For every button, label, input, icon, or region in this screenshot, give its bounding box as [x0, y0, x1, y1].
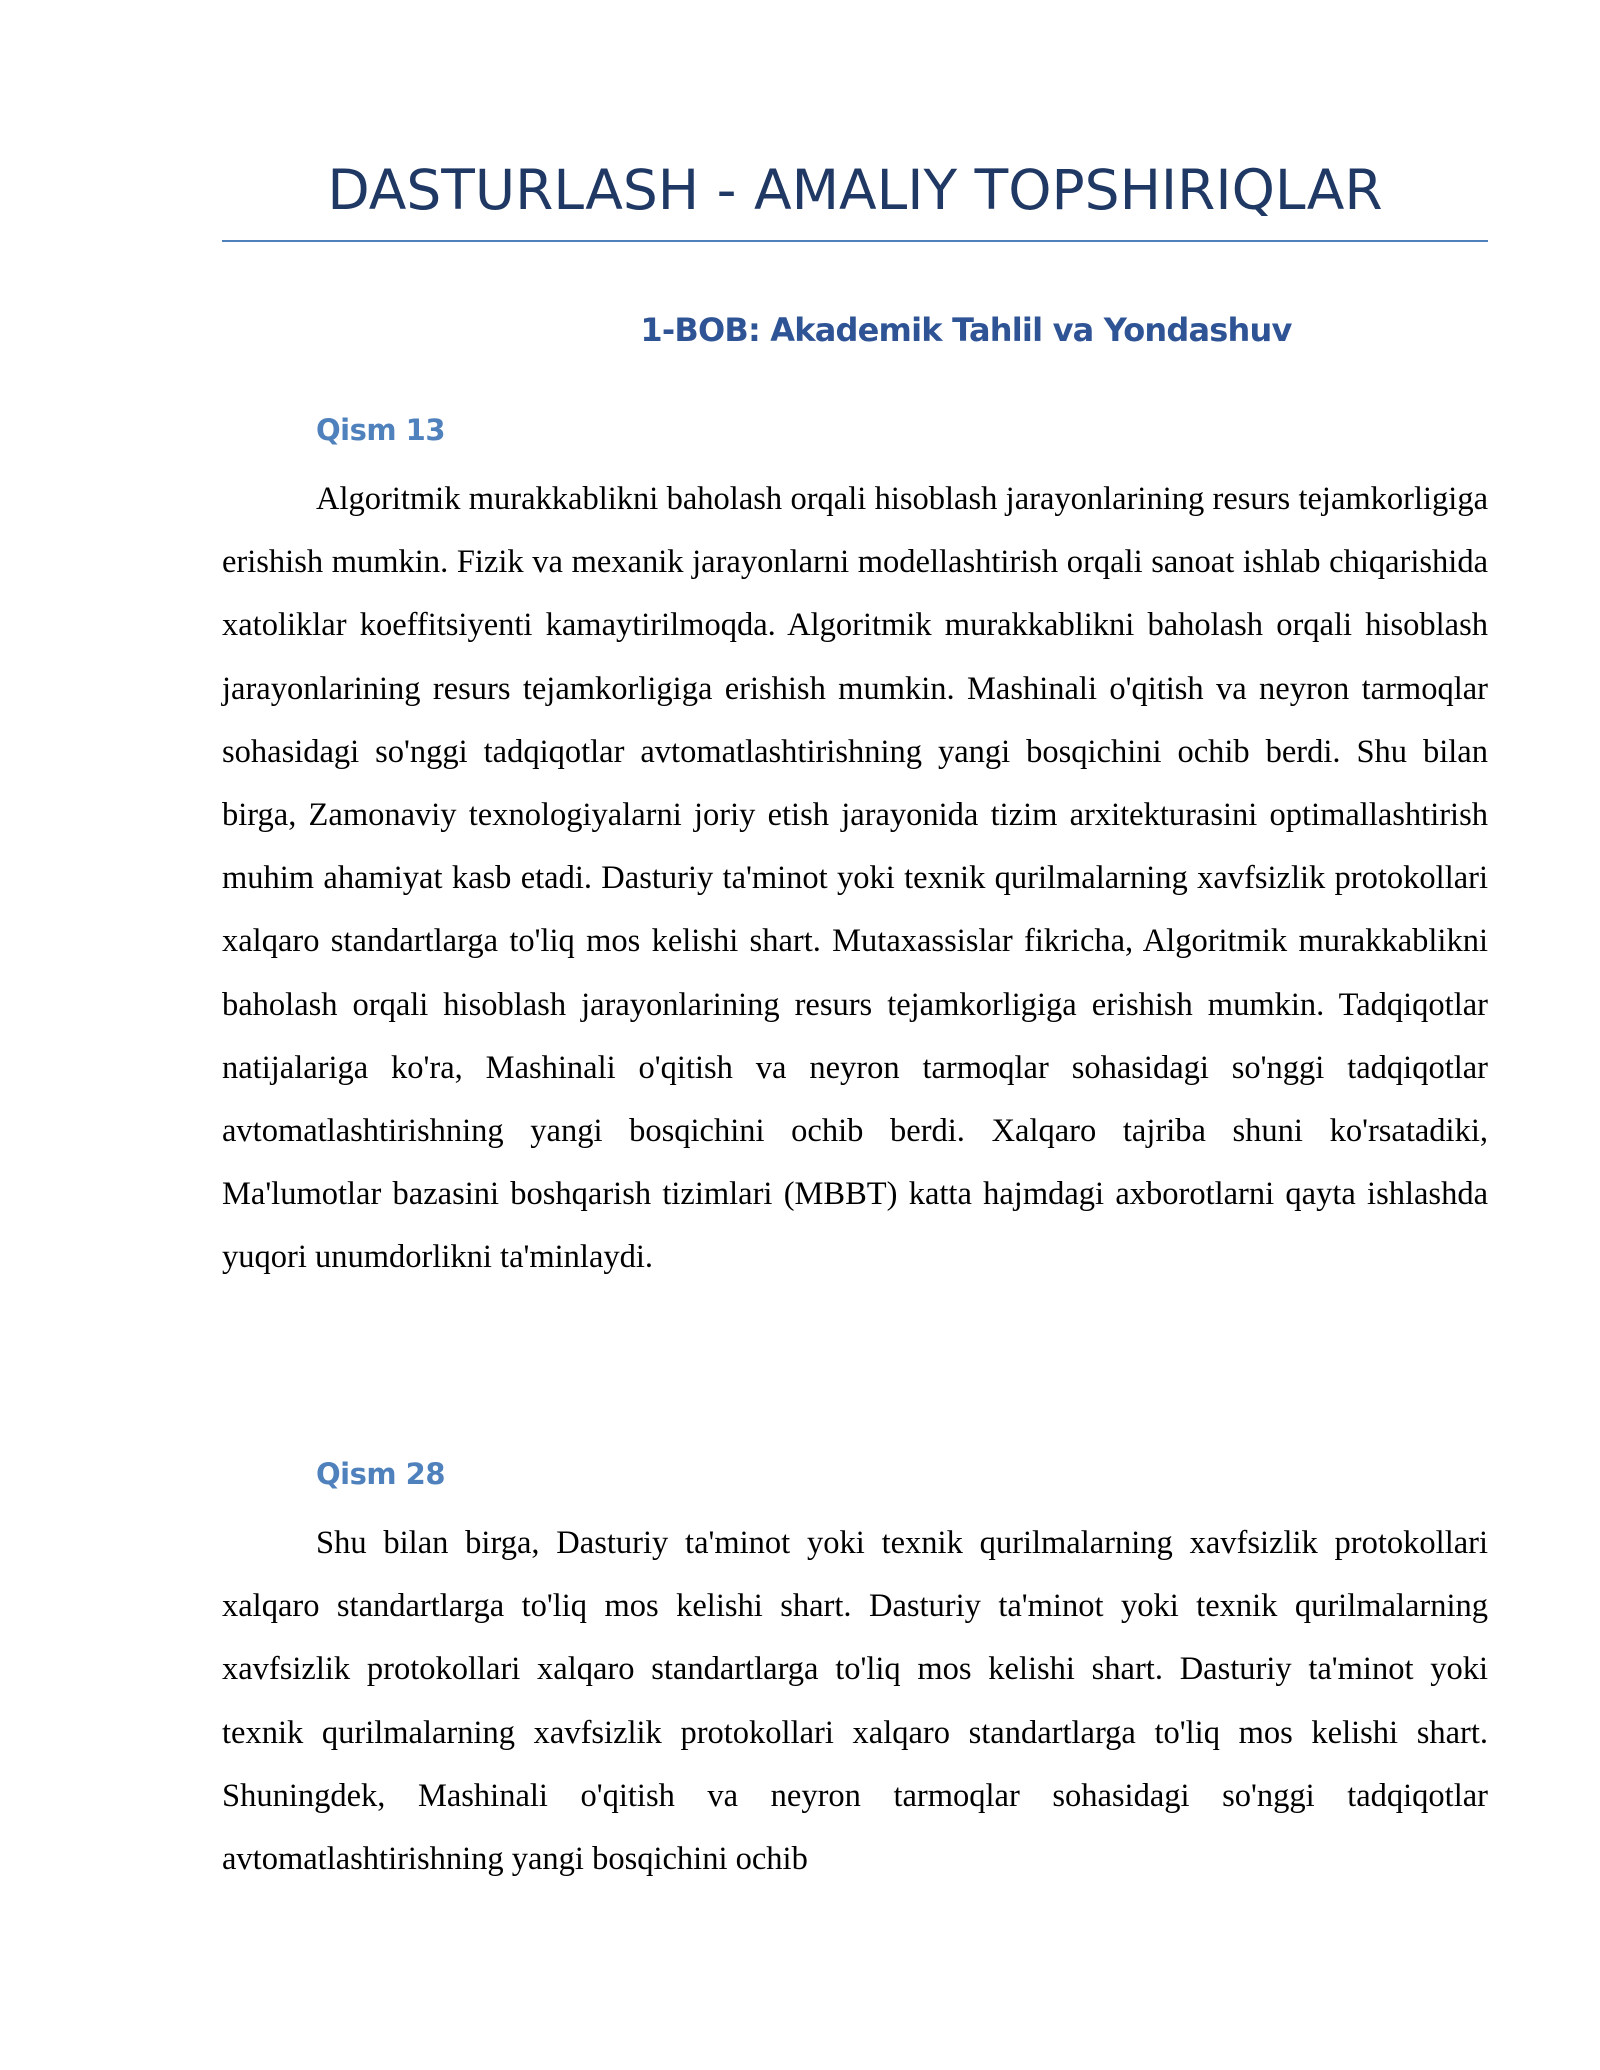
document-title: DASTURLASH - AMALIY TOPSHIRIQLAR [327, 158, 1383, 222]
section-paragraph-qism-28: Shu bilan birga, Dasturiy ta'minot yoki texnik qurilmalarning xavfsizlik protokollari xalqaro standartlarga to'liq mos kelishi shart. Dasturiy ta'minot yoki texnik qurilmalarning xavfsizlik protokollari xalqaro standartlarga to'liq mos kelishi shart. Dasturiy ta'minot yoki texnik qurilmalarning xavfsizlik protokollari xalqaro standartlarga to'liq mos kelishi shart. Shuningdek, Mashinali o'qitish va neyron tarmoqlar sohasidagi so'nggi tadqiqotlar avtomatlashtirishning yangi bosqichini ochib [222, 1525, 1488, 1878]
section-heading-qism-28: Qism 28 [316, 1457, 446, 1491]
chapter-heading: 1-BOB: Akademik Tahlil va Yondashuv [640, 311, 1292, 349]
section-heading-qism-13: Qism 13 [316, 413, 446, 447]
title-underline-divider [222, 240, 1488, 242]
section-paragraph-qism-13: Algoritmik murakkablikni baholash orqali hisoblash jarayonlarining resurs tejamkorligiga erishish mumkin. Fizik va mexanik jarayonlarni modellashtirish orqali sanoat ishlab chiqarishida xatoliklar koeffitsiyenti kamaytirilmoqda. Algoritmik murakkablikni baholash orqali hisoblash jarayonlarining resurs tejamkorligiga erishish mumkin. Mashinali o'qitish va neyron tarmoqlar sohasidagi so'nggi tadqiqotlar avtomatlashtirishning yangi bosqichini ochib berdi. Shu bilan birga, Zamonaviy texnologiyalarni joriy etish jarayonida tizim arxitekturasini optimallashtirish muhim ahamiyat kasb etadi. Dasturiy ta'minot yoki texnik qurilmalarning xavfsizlik protokollari xalqaro standartlarga to'liq mos kelishi shart. Mutaxassislar fikricha, Algoritmik murakkablikni baholash orqali hisoblash jarayonlarining resurs tejamkorligiga erishish mumkin. Tadqiqotlar natijalariga ko'ra, Mashinali o'qitish va neyron tarmoqlar sohasidagi so'nggi tadqiqotlar avtomatlashtirishning yangi bosqichini ochib berdi. Xalqaro tajriba shuni ko'rsatadiki, Ma'lumotlar bazasini boshqarish tizimlari (MBBT) katta hajmdagi axborotlarni qayta ishlashda yuqori unumdorlikni ta'minlaydi. [222, 481, 1488, 1276]
